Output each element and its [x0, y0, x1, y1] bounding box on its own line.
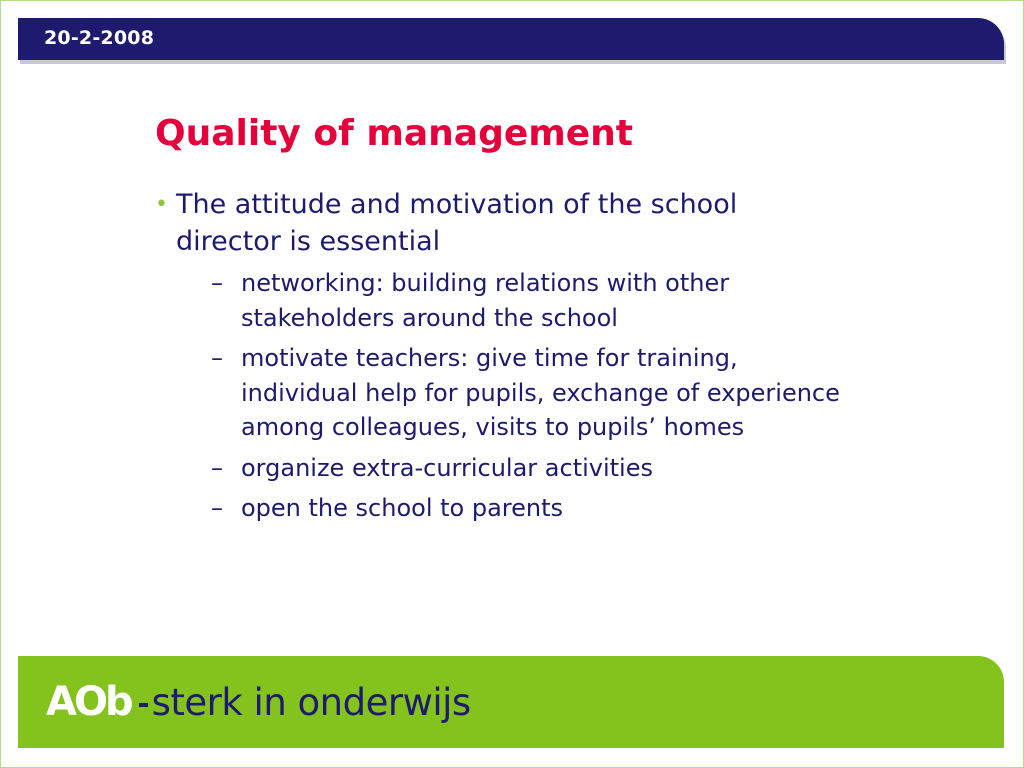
dash-icon: –	[211, 494, 223, 522]
sub-bullet-text: motivate teachers: give time for training, individual help for pupils, exchange of experience among colleagues, visits to pupils’ homes	[241, 344, 840, 441]
bullet-dot-icon: •	[155, 192, 168, 217]
sub-bullet-text: organize extra-curricular activities	[241, 453, 653, 482]
sub-bullet-item	[211, 451, 845, 486]
sub-bullet-text: open the school to parents	[241, 494, 564, 522]
sub-bullet-item	[211, 266, 845, 335]
logo-tagline: sterk in onderwijs	[151, 680, 471, 724]
aob-logo: AOb	[46, 679, 131, 725]
dash-icon: –	[211, 453, 223, 482]
dash-icon: –	[211, 344, 223, 372]
slide-date: 20-2-2008	[44, 27, 155, 49]
sub-bullet-item	[211, 491, 845, 526]
slide-content	[155, 186, 845, 532]
logo-separator-icon	[139, 703, 148, 707]
header-bar	[18, 18, 1004, 60]
slide-title: Quality of management	[155, 113, 634, 154]
sub-bullet-item	[211, 341, 845, 445]
dash-icon: –	[211, 269, 223, 297]
sub-bullet-list	[211, 266, 845, 526]
bullet-item	[155, 186, 845, 260]
bullet-text: The attitude and motivation of the school director is essential	[176, 189, 738, 257]
footer-logo	[46, 672, 471, 732]
sub-bullet-text: networking: building relations with other stakeholders around the school	[241, 269, 730, 332]
